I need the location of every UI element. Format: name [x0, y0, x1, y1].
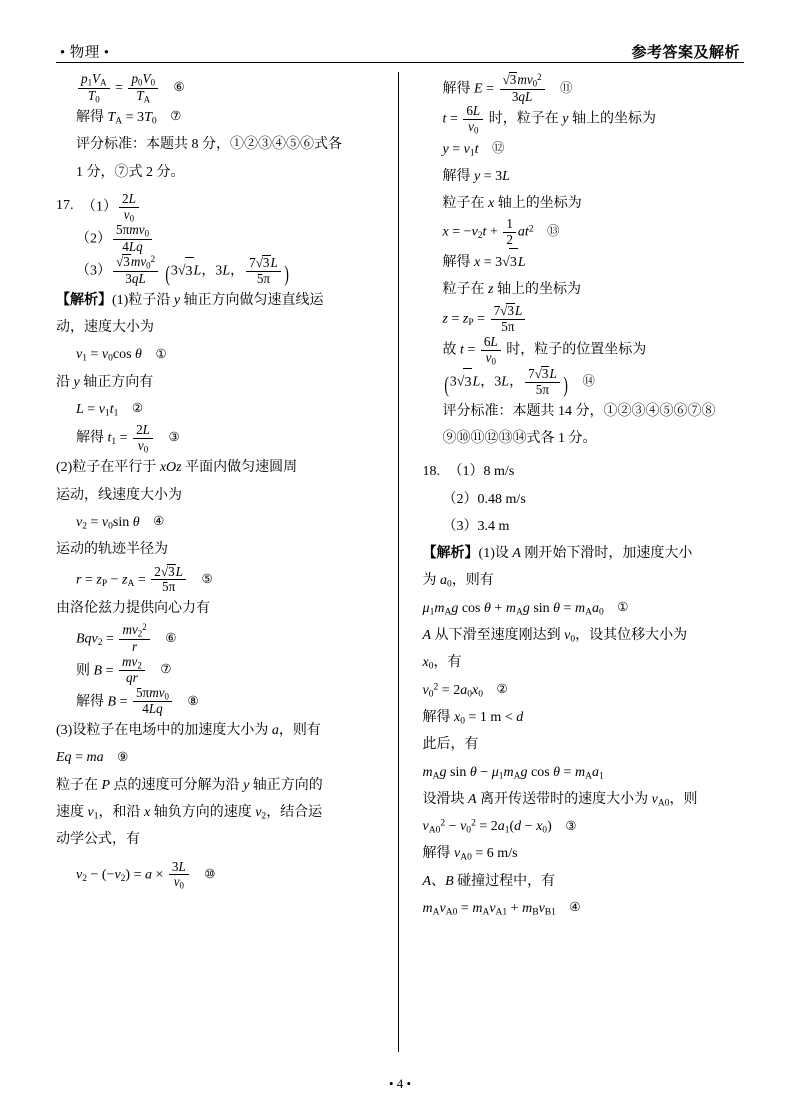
analysis-line: $x_0$，有 — [422, 655, 462, 672]
analysis-line: 此后，有 — [422, 737, 479, 753]
formula-line: 解得 E = $\frac{√3mv_0^2}{3qL}$ ⑪ — [442, 72, 573, 104]
formula-line: 解得 $t_1$ = $\frac{2L}{v_0}$ ③ — [76, 422, 180, 455]
formula-line: Eq = ma ⑨ — [56, 749, 129, 766]
analysis-line: 运动的轨迹半径为 — [56, 542, 168, 558]
formula-line: $L = v_1t_1$ ② — [76, 401, 143, 419]
formula-line: $\mu_1m_Ag$ $\cos \theta + m_Ag$ $\sin \theta = m_Aa_0$ ① — [422, 600, 629, 618]
analysis-line: 粒子在 z 轴上的坐标为 — [442, 282, 581, 298]
answer-item: （3）3.4 m — [442, 518, 510, 534]
analysis-line: 速度 $v_1$，和沿 x 轴负方向的速度 $v_2$，结合运 — [56, 805, 323, 822]
formula-line: $v_2 = v_0\sin$ θ ④ — [76, 514, 165, 532]
formula-line: $v_0^2 = 2a_0x_0$ ② — [422, 682, 508, 700]
header-title: 参考答案及解析 — [631, 45, 740, 61]
formula-line: $m_Av_{A0} = m_Av_{A1} + m_Bv_{B1}$ ④ — [422, 900, 581, 918]
answer-item: 18. （1）8 m/s — [422, 464, 515, 480]
header-subject: • 物理 • — [60, 45, 110, 61]
answer-item: 17. （1） $\frac{2L}{v_0}$ — [56, 192, 361, 223]
left-column — [56, 72, 379, 1052]
analysis-line: 【解析】(1)粒子沿 y 轴正方向做匀速直线运 — [56, 292, 324, 308]
formula-line: Bqv$_2$ = $\frac{mv_2^2}{r}$ ⑥ — [76, 622, 177, 654]
analysis-line: 【解析】(1)设 A 刚开始下滑时，加速度大小 — [422, 546, 693, 562]
answer-item: （2） $\frac{5\pi mv_0}{4Lq}$ — [56, 223, 361, 254]
formula-line: $\frac{p_1V_A}{T_0}$ = $\frac{p_0V_0}{T_A}$ ⑥ — [56, 72, 361, 104]
analysis-line: 动，速度大小为 — [56, 319, 154, 335]
analysis-line: 沿 y 轴正方向有 — [56, 374, 154, 390]
formula-line: $x = -v_2t$ + $\frac{1}{2}$ $at^2$ ⑬ — [442, 216, 560, 248]
formula-line: 故 t = $\frac{6L}{v_0}$ 时，粒子的位置坐标为 — [442, 333, 647, 367]
analysis-line: 由洛伦兹力提供向心力有 — [56, 601, 210, 617]
formula-line: (3√3L，3L， $\frac{7√3L}{5\pi}$ ) ⑭ — [443, 366, 595, 398]
scoring-note: ⑨⑩⑪⑫⑬⑭式各 1 分。 — [442, 430, 597, 446]
analysis-line: 设滑块 A 离开传送带时的速度大小为 $v_{A0}$，则 — [422, 791, 698, 809]
analysis-line: A、B 碰撞过程中，有 — [422, 873, 556, 889]
formula-line: 解得 $v_{A0} = 6$ m/s — [422, 846, 518, 864]
analysis-line: 运动，线速度大小为 — [56, 487, 182, 503]
analysis-line: 动学公式，有 — [56, 832, 140, 848]
analysis-line: A 从下滑至速度刚达到 $v_0$，设其位移大小为 — [422, 628, 688, 645]
formula-line: 解得 B = $\frac{5\pi mv_0}{4Lq}$ ⑧ — [76, 684, 199, 717]
formula-line: $m_Ag$ $\sin \theta - \mu_1m_Ag$ $\cos \theta = m_Aa_1$ — [422, 764, 604, 782]
formula-line: $v_{A0}^2 - v_0^2 = 2a_1(d - x_0)$ ③ — [422, 818, 577, 836]
formula-line: 解得 $x_0 = 1$ m < d — [422, 709, 524, 727]
formula-line: $v_2 - (-v_2) = a$ × $\frac{3L}{v_0}$ ⑩ — [76, 858, 216, 891]
scoring-note: 评分标准：本题共 8 分，①②③④⑤⑥式各 — [76, 137, 342, 153]
analysis-line: 为 $a_0$，则有 — [422, 573, 494, 591]
formula-line: $y = v_1t$ ⑫ — [442, 140, 505, 159]
right-column — [423, 72, 744, 1052]
analysis-line: 粒子在 x 轴上的坐标为 — [442, 196, 582, 212]
scoring-note: 1 分，⑦式 2 分。 — [76, 164, 185, 180]
answer-item: （3） $\frac{√3mv_0^2}{3qL}$ (3√3L，3L， $\frac{7√3L}{5\pi}$ ) — [76, 254, 289, 287]
analysis-line: 粒子在 P 点的速度可分解为沿 y 轴正方向的 — [56, 777, 323, 793]
page-number: • 4 • — [388, 1076, 412, 1091]
formula-line: 则 B = $\frac{mv_2}{qr}$ ⑦ — [76, 653, 172, 686]
content-columns — [56, 72, 744, 1052]
scoring-note: 评分标准：本题共 14 分，①②③④⑤⑥⑦⑧ — [442, 403, 716, 419]
formula-line: 解得 x = 3√3L — [423, 248, 744, 276]
formula-line: $v_1 = v_0\cos$ θ ① — [76, 346, 167, 364]
page-header — [0, 34, 800, 62]
analysis-line: (3)设粒子在电场中的加速度大小为 a，则有 — [56, 723, 321, 739]
answer-item: （2）0.48 m/s — [442, 491, 526, 507]
formula-line: t = $\frac{6L}{v_0}$ 时，粒子在 y 轴上的坐标为 — [442, 103, 656, 136]
formula-line: 解得 $T_A = 3T_0$ ⑦ — [76, 109, 182, 127]
formula-line: $z = z_P$ = $\frac{7√3L}{5\pi}$ — [423, 303, 744, 334]
formula-line: $r = z_P - z_A$ = $\frac{2√3L}{5\pi}$ ⑤ — [76, 563, 213, 595]
analysis-line: (2)粒子在平行于 xOz 平面内做匀速圆周 — [56, 460, 298, 476]
header-rule — [56, 62, 744, 63]
formula-line: 解得 y = 3L — [442, 168, 510, 184]
